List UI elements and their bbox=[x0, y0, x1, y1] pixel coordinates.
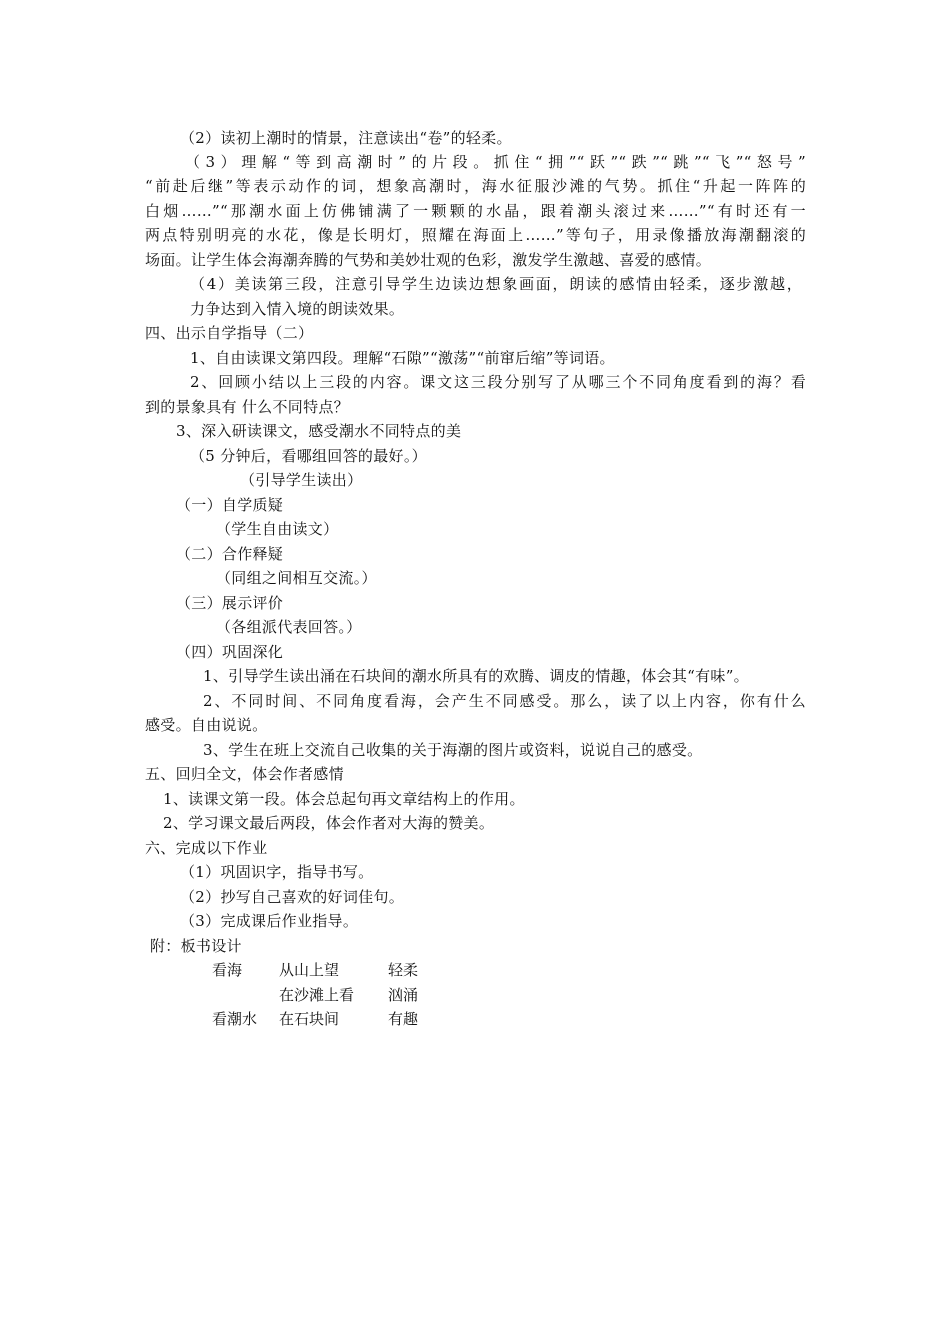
subsection-heading: （三）展示评价 bbox=[176, 594, 284, 612]
board-cell: 轻柔 bbox=[388, 961, 419, 979]
text-line: （3）理解“等到高潮时”的片段。抓住“拥”“跃”“跌”“跳”“飞”“怒号” bbox=[185, 153, 806, 171]
board-cell: 看潮水 bbox=[212, 1010, 258, 1028]
text-line: “前赴后继”等表示动作的词，想象高潮时，海水征服沙滩的气势。抓住“升起一阵阵的 bbox=[145, 177, 806, 195]
subsection-heading: （二）合作释疑 bbox=[176, 545, 284, 563]
board-cell: 从山上望 bbox=[279, 961, 340, 979]
text-line: （2）抄写自己喜欢的好词佳句。 bbox=[180, 888, 405, 906]
board-cell: 在沙滩上看 bbox=[279, 986, 355, 1004]
text-line: 3、深入研读课文，感受潮水不同特点的美 bbox=[176, 422, 462, 440]
section-heading: 五、回归全文，体会作者感情 bbox=[145, 765, 344, 783]
text-line: 2、回顾小结以上三段的内容。课文这三段分别写了从哪三个不同角度看到的海？看 bbox=[190, 373, 806, 391]
section-heading: 六、完成以下作业 bbox=[145, 839, 268, 857]
board-cell: 有趣 bbox=[388, 1010, 419, 1028]
board-cell: 汹涌 bbox=[388, 986, 419, 1004]
text-line: （4）美读第三段，注意引导学生边读边想象画面，朗读的感情由轻柔，逐步激越， bbox=[190, 275, 802, 293]
text-line: 场面。让学生体会海潮奔腾的气势和美妙壮观的色彩，激发学生激越、喜爱的感情。 bbox=[145, 251, 712, 269]
text-line: 1、引导学生读出涌在石块间的潮水所具有的欢腾、调皮的情趣，体会其“有味”。 bbox=[203, 667, 749, 685]
text-line: （各组派代表回答。） bbox=[216, 618, 362, 636]
text-line: 3、学生在班上交流自己收集的关于海潮的图片或资料，说说自己的感受。 bbox=[203, 741, 703, 759]
text-line: 1、读课文第一段。体会总起句再文章结构上的作用。 bbox=[163, 790, 525, 808]
section-heading: 附：板书设计 bbox=[150, 937, 242, 955]
text-line: （2）读初上潮时的情景，注意读出“卷”的轻柔。 bbox=[180, 129, 512, 147]
section-heading: 四、出示自学指导（二） bbox=[145, 324, 314, 342]
subsection-heading: （四）巩固深化 bbox=[176, 643, 284, 661]
text-line: （3）完成课后作业指导。 bbox=[180, 912, 359, 930]
text-line: 感受。自由说说。 bbox=[145, 716, 268, 734]
text-line: 两点特别明亮的水花，像是长明灯，照耀在海面上……”等句子，用录像播放海潮翻滚的 bbox=[145, 226, 806, 244]
text-line: （学生自由读文） bbox=[216, 520, 339, 538]
text-line: （5 分钟后，看哪组回答的最好。） bbox=[190, 447, 427, 465]
board-cell: 看海 bbox=[212, 961, 243, 979]
text-line: 到的景象具有 什么不同特点？ bbox=[145, 398, 349, 416]
text-line: 2、学习课文最后两段，体会作者对大海的赞美。 bbox=[163, 814, 495, 832]
text-line: 2、不同时间、不同角度看海，会产生不同感受。那么，读了以上内容，你有什么 bbox=[203, 692, 806, 710]
text-line: （同组之间相互交流。） bbox=[216, 569, 377, 587]
subsection-heading: （一）自学质疑 bbox=[176, 496, 284, 514]
text-line: 力争达到入情入境的朗读效果。 bbox=[190, 300, 405, 318]
text-line: 1、自由读课文第四段。理解“石隙”“激荡”“前窜后缩”等词语。 bbox=[190, 349, 615, 367]
text-line: （1）巩固识字，指导书写。 bbox=[180, 863, 374, 881]
board-cell: 在石块间 bbox=[279, 1010, 340, 1028]
text-line: 白烟……”“那潮水面上仿佛铺满了一颗颗的水晶，跟着潮头滚过来……”“有时还有一 bbox=[145, 202, 806, 220]
text-line: （引导学生读出） bbox=[240, 471, 363, 489]
